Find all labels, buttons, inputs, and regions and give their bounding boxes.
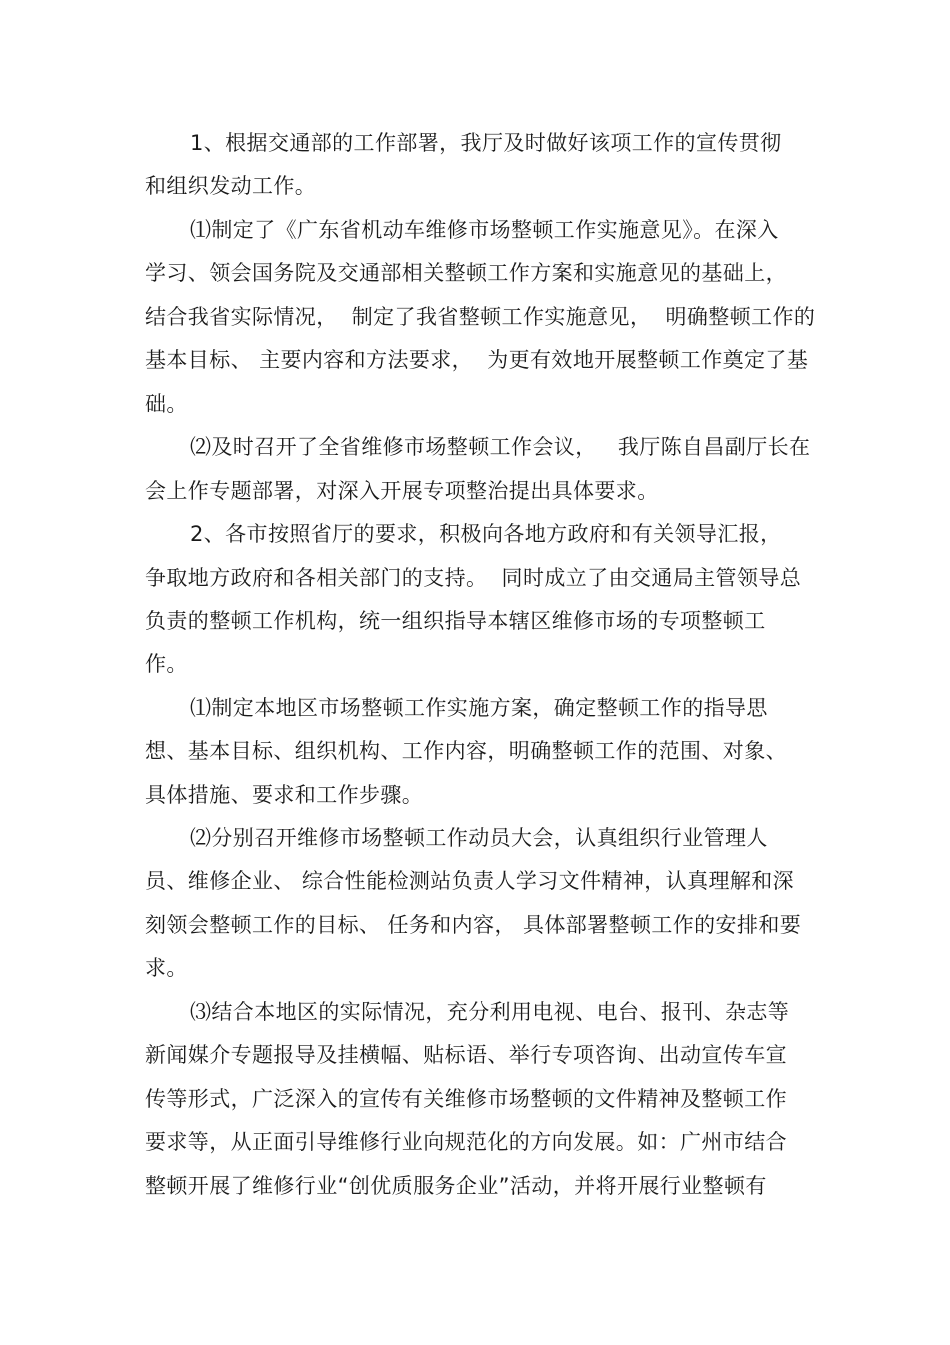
paragraph-1-line-1: 1、根据交通部的工作部署，我厅及时做好该项工作的宣传贯彻 [190,131,782,155]
paragraph-3-line-2: 会上作专题部署，对深入开展专项整治提出具体要求。 [145,479,659,503]
paragraph-2-line-5: 础。 [145,392,188,416]
paragraph-4-line-3: 负责的整顿工作机构，统一组织指导本辖区维修市场的专项整顿工 [145,609,766,633]
paragraph-7-line-1: ⑶结合本地区的实际情况，充分利用电视、电台、报刊、杂志等 [190,1000,790,1024]
paragraph-7-line-2: 新闻媒介专题报导及挂横幅、贴标语、举行专项咨询、出动宣传车宣 [145,1043,787,1067]
paragraph-5-line-1: ⑴制定本地区市场整顿工作实施方案，确定整顿工作的指导思 [190,696,768,720]
paragraph-5-line-3: 具体措施、要求和工作步骤。 [145,783,424,807]
paragraph-6-line-4: 求。 [145,956,188,980]
paragraph-4-line-1: 2、各市按照省厅的要求，积极向各地方政府和有关领导汇报， [190,522,782,546]
paragraph-4-line-4: 作。 [145,652,188,676]
paragraph-5-line-2: 想、基本目标、组织机构、工作内容，明确整顿工作的范围、对象、 [145,739,787,763]
paragraph-7-line-5: 整顿开展了维修行业“创优质服务企业”活动，并将开展行业整顿有 [145,1174,767,1198]
paragraph-2-line-4: 基本目标、 主要内容和方法要求， 为更有效地开展整顿工作奠定了基 [145,348,809,372]
paragraph-6-line-1: ⑵分别召开维修市场整顿工作动员大会，认真组织行业管理人 [190,826,768,850]
paragraph-7-line-4: 要求等，从正面引导维修行业向规范化的方向发展。如：广州市结合 [145,1130,787,1154]
paragraph-4-line-2: 争取地方政府和各相关部门的支持。 同时成立了由交通局主管领导总 [145,566,802,590]
paragraph-1-line-2: 和组织发动工作。 [145,174,317,198]
paragraph-7-line-3: 传等形式，广泛深入的宣传有关维修市场整顿的文件精神及整顿工作 [145,1087,787,1111]
paragraph-2-line-1: ⑴制定了《广东省机动车维修市场整顿工作实施意见》。在深入 [190,218,779,242]
paragraph-3-line-1: ⑵及时召开了全省维修市场整顿工作会议， 我厅陈自昌副厅长在 [190,435,811,459]
paragraph-6-line-3: 刻领会整顿工作的目标、 任务和内容， 具体部署整顿工作的安排和要 [145,913,802,937]
paragraph-2-line-3: 结合我省实际情况， 制定了我省整顿工作实施意见， 明确整顿工作的 [145,305,816,329]
paragraph-6-line-2: 员、维修企业、 综合性能检测站负责人学习文件精神，认真理解和深 [145,869,795,893]
paragraph-2-line-2: 学习、领会国务院及交通部相关整顿工作方案和实施意见的基础上， [145,261,787,285]
